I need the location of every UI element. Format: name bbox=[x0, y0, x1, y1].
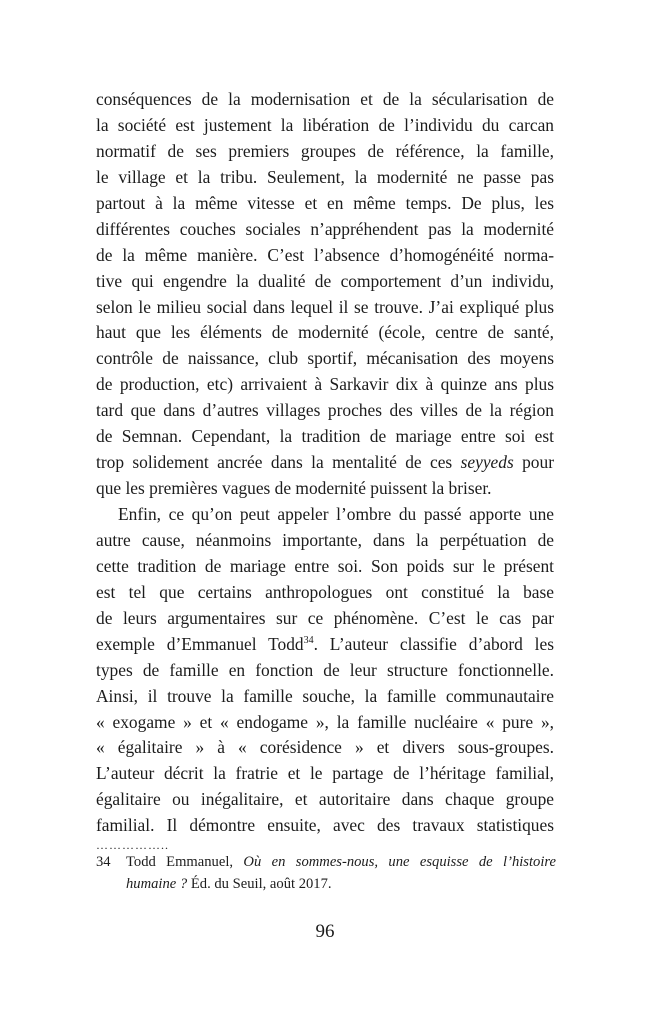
paragraph-1 bbox=[96, 87, 554, 502]
text-line: conséquences de la modernisation et de la sécularisation de bbox=[96, 89, 554, 109]
text-line: partout à la même vitesse et en même temps. De plus, les bbox=[96, 192, 554, 213]
text-line bbox=[96, 632, 554, 658]
footnote-separator: …………….. bbox=[96, 838, 169, 852]
text-line: Ainsi, il trouve la famille souche, la famille communautaire bbox=[96, 685, 554, 706]
text-line: est tel que certains anthropologues ont constitué la base bbox=[96, 581, 554, 602]
text-line: L’auteur décrit la fratrie et le partage de l’héritage familial, bbox=[96, 763, 554, 784]
footnote-title: humaine ? bbox=[126, 875, 188, 892]
page-number: 96 bbox=[315, 921, 335, 942]
text-line: de Semnan. Cependant, la tradition de mariage entre soi est bbox=[96, 426, 554, 447]
text-line bbox=[96, 450, 554, 476]
body-text bbox=[96, 87, 554, 839]
text-line: de leurs argumentaires sur ce phénomène. C’est le cas par bbox=[96, 607, 554, 628]
text-line: « égalitaire » à « corésidence » et divers sous-groupes. bbox=[96, 737, 554, 758]
footnote bbox=[96, 852, 556, 895]
footnote-author: Todd Emmanuel, bbox=[126, 854, 244, 870]
paragraph-2 bbox=[96, 502, 554, 839]
text-line: de production, etc) arrivaient à Sarkavir dix à quinze ans plus bbox=[96, 374, 554, 395]
text-line: « exogame » et « endogame », la famille nucléaire « pure », bbox=[96, 711, 554, 732]
text-line: tive qui engendre la dualité de comportement d’un individu, bbox=[96, 270, 554, 291]
text-line: que les premières vagues de modernité puissent la briser. bbox=[96, 478, 492, 499]
text-fragment: . L’auteur classifie d’abord les bbox=[313, 633, 554, 654]
text-line: contrôle de naissance, club sportif, mécanisation des moyens bbox=[96, 348, 554, 369]
italic-term: seyyeds bbox=[460, 452, 514, 473]
footnote-number: 34 bbox=[96, 854, 111, 870]
text-line: cette tradition de mariage entre soi. Son poids sur le présent bbox=[96, 555, 554, 576]
footnote-line bbox=[126, 852, 556, 874]
text-line: égalitaire ou inégalitaire, et autoritaire dans chaque groupe bbox=[96, 789, 554, 810]
footnote-title: Où en sommes-nous, une esquisse de l’histoire bbox=[243, 854, 556, 870]
text-line: tard que dans d’autres villages proches des villes de la région bbox=[96, 400, 554, 421]
text-fragment: pour bbox=[513, 452, 554, 473]
text-line: types de famille en fonction de leur structure fonctionnelle. bbox=[96, 659, 554, 680]
text-line: la société est justement la libération de l’individu du carcan bbox=[96, 114, 554, 135]
text-line: normatif de ses premiers groupes de référence, la famille, bbox=[96, 140, 554, 161]
footnote-line bbox=[126, 874, 556, 896]
footnote-body bbox=[126, 852, 556, 895]
footnote-reference: 34 bbox=[303, 634, 314, 646]
text-line: autre cause, néanmoins importante, dans la perpétuation de bbox=[96, 529, 554, 550]
text-line: de la même manière. C’est l’absence d’homogénéité norma- bbox=[96, 244, 554, 265]
text-line: différentes couches sociales n’appréhendent pas la modernité bbox=[96, 218, 554, 239]
text-line: Enfin, ce qu’on peut appeler l’ombre du passé apporte une bbox=[118, 504, 554, 524]
footnote-publisher: Éd. du Seuil, août 2017. bbox=[187, 875, 332, 892]
text-line: haut que les éléments de modernité (école, centre de santé, bbox=[96, 322, 554, 343]
text-line: selon le milieu social dans lequel il se trouve. J’ai expliqué plus bbox=[96, 296, 554, 317]
text-fragment: exemple d’Emmanuel Todd bbox=[96, 633, 304, 654]
text-fragment: trop solidement ancrée dans la mentalité de ces bbox=[96, 452, 461, 473]
text-line: familial. Il démontre ensuite, avec des travaux statistiques bbox=[96, 815, 554, 836]
text-line: le village et la tribu. Seulement, la modernité ne passe pas bbox=[96, 166, 554, 187]
